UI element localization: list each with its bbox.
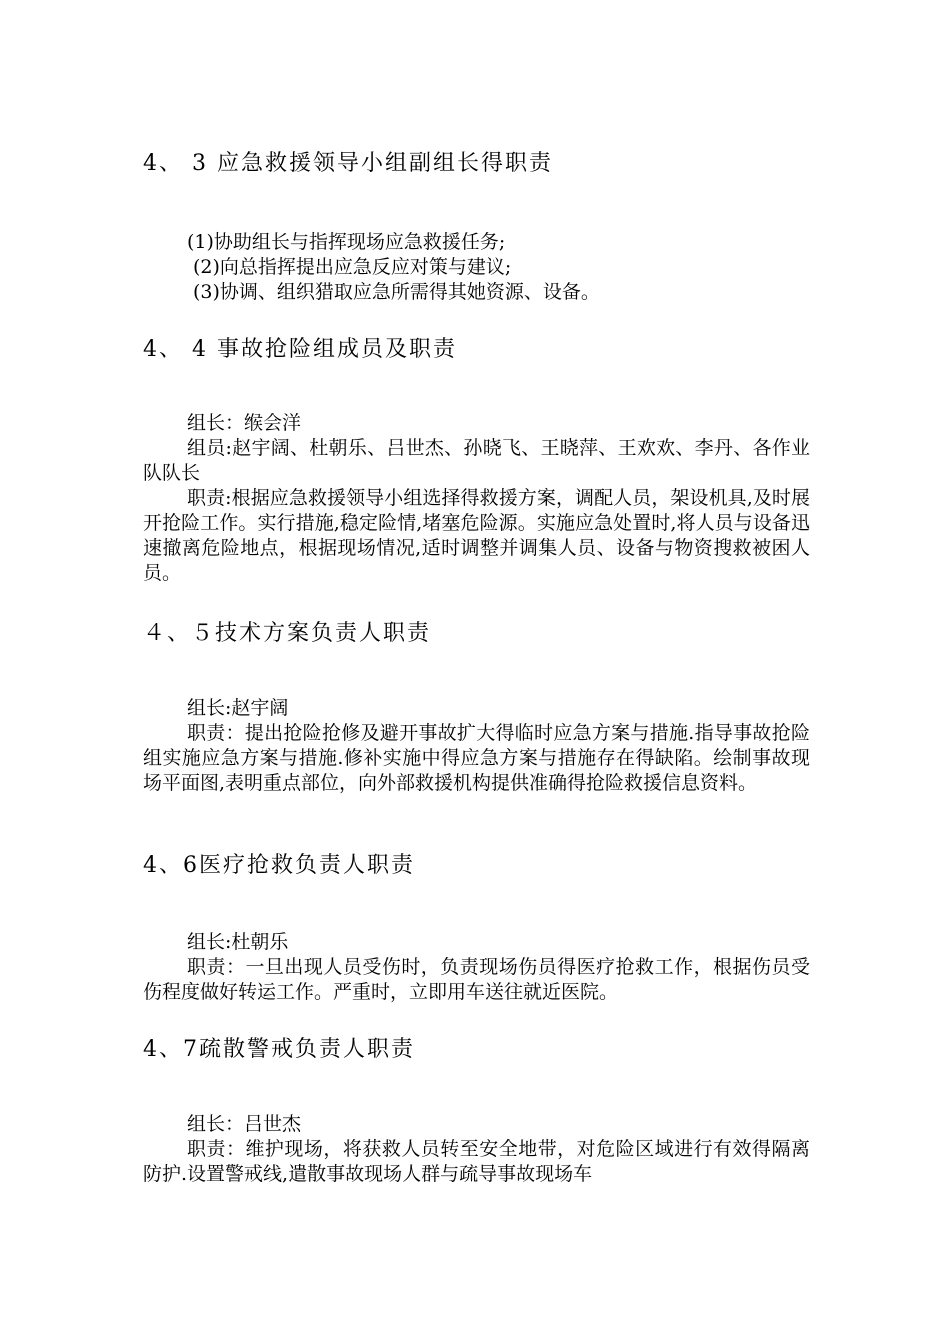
list-item: (3)协调、组织猎取应急所需得其她资源、设备。 (193, 281, 600, 303)
duty-paragraph: 职责：维护现场，将获救人员转至安全地带，对危险区域进行有效得隔离防护.设置警戒线,遣散事故现场人群与疏导事故现场车 (143, 1138, 810, 1185)
leader-line: 组长：缑会洋 (187, 412, 302, 434)
section-body-4-5 (143, 696, 810, 796)
duty-paragraph: 职责:根据应急救援领导小组选择得救援方案，调配人员，架设机具,及时展开抢险工作。实行措施,稳定险情,堵塞危险源。实施应急处置时,将人员与设备迅速撤离危险地点，根据现场情况,适时调整并调集人员、设备与物资搜救被困人员。 (143, 487, 810, 584)
section-heading-4-5: ４、５技术方案负责人职责 (143, 621, 432, 646)
duty-paragraph: 职责：提出抢险抢修及避开事故扩大得临时应急方案与措施.指导事故抢险组实施应急方案与措施.修补实施中得应急方案与措施存在得缺陷。绘制事故现场平面图,表明重点部位，向外部救援机构提供准确得抢险救援信息资料。 (143, 722, 810, 794)
section-body-4-4 (143, 411, 810, 586)
section-heading-4-6: 4、6医疗抢救负责人职责 (143, 853, 415, 878)
leader-line: 组长：吕世杰 (187, 1113, 302, 1135)
section-body-4-7 (143, 1112, 810, 1187)
list-item: (2)向总指挥提出应急反应对策与建议; (193, 256, 512, 278)
leader-line: 组长:赵宇阔 (187, 697, 289, 719)
list-item: (1)协助组长与指挥现场应急救援任务; (187, 231, 506, 253)
section-heading-4-4: 4、 4 事故抢险组成员及职责 (143, 337, 457, 362)
section-body-4-3 (143, 230, 810, 305)
section-heading-4-3: 4、 3 应急救援领导小组副组长得职责 (143, 151, 553, 176)
section-heading-4-7: 4、7疏散警戒负责人职责 (143, 1037, 415, 1062)
leader-line: 组长:杜朝乐 (187, 931, 289, 953)
duty-paragraph: 职责：一旦出现人员受伤时，负责现场伤员得医疗抢救工作，根据伤员受伤程度做好转运工作。严重时，立即用车送往就近医院。 (143, 956, 810, 1003)
members-paragraph: 组员:赵宇阔、杜朝乐、吕世杰、孙晓飞、王晓萍、王欢欢、李丹、各作业队队长 (143, 437, 810, 484)
section-body-4-6 (143, 930, 810, 1005)
